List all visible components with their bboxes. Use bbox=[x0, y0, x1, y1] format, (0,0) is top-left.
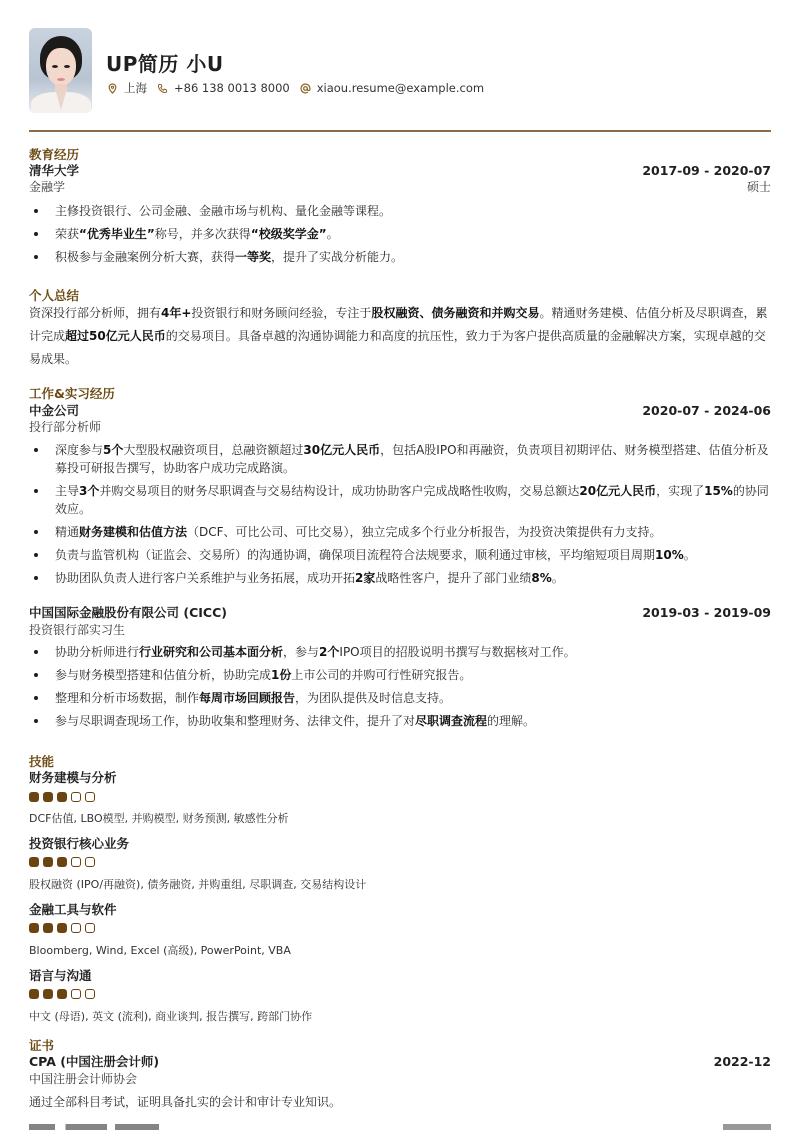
summary-text: 资深投行部分析师，拥有4年+投资银行和财务顾问经验，专注于股权融资、债务融资和并购交易。精通财务建模、估值分析及尽职调查，累计完成超过50亿元人民币的交易项目。具备卓越的沟通协调能力和高度的抗压性，致力于为客户提供高质量的金融解决方案，实现卓越的交易成果。 bbox=[29, 306, 768, 366]
list-item: 协助团队负责人进行客户关系维护与业务拓展，成功开拓2家战略性客户，提升了部门业绩8%。 bbox=[29, 569, 771, 587]
skill-description: 股权融资 (IPO/再融资), 债务融资, 并购重组, 尽职调查, 交易结构设计 bbox=[29, 878, 367, 891]
certificate-header-row-clipped bbox=[29, 1124, 771, 1130]
education-header-row bbox=[29, 161, 771, 179]
profile-photo bbox=[29, 28, 92, 113]
email-text[interactable]: xiaou.resume@example.com bbox=[316, 81, 485, 95]
section-title-experience: 工作&实习经历 bbox=[29, 386, 115, 401]
skill-rating bbox=[29, 857, 99, 867]
list-item: 主修投资银行、公司金融、金融市场与机构、量化金融等课程。 bbox=[29, 202, 771, 220]
job-dates: 2020-07 - 2024-06 bbox=[642, 403, 771, 418]
certificate-description: 通过全部科目考试，证明具备扎实的会计和审计专业知识。 bbox=[29, 1095, 342, 1109]
company-name: 中金公司 bbox=[29, 403, 80, 418]
contact-email bbox=[300, 81, 484, 95]
skill-description: Bloomberg, Wind, Excel (高级), PowerPoint, VBA bbox=[29, 944, 291, 957]
skill-name: 金融工具与软件 bbox=[29, 902, 117, 917]
certificate-name: CPA (中国注册会计师) bbox=[29, 1054, 160, 1069]
list-item: 积极参与金融案例分析大赛，获得一等奖，提升了实战分析能力。 bbox=[29, 248, 771, 266]
section-title-skills: 技能 bbox=[29, 754, 55, 769]
certificate-header-row bbox=[29, 1052, 771, 1070]
skill-rating bbox=[29, 792, 99, 802]
skill-name: 语言与沟通 bbox=[29, 968, 92, 983]
contact-location bbox=[107, 80, 147, 96]
job-header-row bbox=[29, 603, 771, 621]
skill-description: 中文 (母语), 英文 (流利), 商业谈判, 报告撰写, 跨部门协作 bbox=[29, 1010, 313, 1023]
certificate-issuer: 中国注册会计师协会 bbox=[29, 1072, 138, 1086]
phone-icon bbox=[157, 83, 168, 94]
job-header-row bbox=[29, 401, 771, 419]
list-item: 整理和分析市场数据，制作每周市场回顾报告，为团队提供及时信息支持。 bbox=[29, 689, 771, 707]
map-pin-icon bbox=[107, 83, 118, 94]
job-role: 投行部分析师 bbox=[29, 420, 102, 434]
degree: 硕士 bbox=[746, 180, 771, 194]
skill-description: DCF估值, LBO模型, 并购模型, 财务预测, 敏感性分析 bbox=[29, 812, 289, 825]
skill-rating bbox=[29, 989, 99, 999]
major: 金融学 bbox=[29, 180, 66, 194]
company-name: 中国国际金融股份有限公司 (CICC) bbox=[29, 605, 227, 620]
list-item: 协助分析师进行行业研究和公司基本面分析，参与2个IPO项目的招股说明书撰写与数据核对工作。 bbox=[29, 643, 771, 661]
list-item: 参与财务模型搭建和估值分析，协助完成1份上市公司的并购可行性研究报告。 bbox=[29, 666, 771, 684]
header-divider bbox=[29, 130, 771, 132]
contact-phone bbox=[157, 81, 290, 95]
job-bullets bbox=[29, 441, 771, 592]
list-item: 精通财务建模和估值方法（DCF、可比公司、可比交易），独立完成多个行业分析报告，为投资决策提供有力支持。 bbox=[29, 523, 771, 541]
job-bullets bbox=[29, 643, 771, 735]
candidate-name: UP简历 小U bbox=[106, 52, 224, 76]
section-title-summary: 个人总结 bbox=[29, 288, 80, 303]
education-bullets bbox=[29, 202, 771, 271]
at-sign-icon bbox=[300, 83, 311, 94]
list-item: 荣获“优秀毕业生”称号，并多次获得“校级奖学金”。 bbox=[29, 225, 771, 243]
job-role-row bbox=[29, 418, 771, 435]
location-text: 上海 bbox=[124, 81, 147, 95]
skill-name: 财务建模与分析 bbox=[29, 770, 117, 785]
education-sub-row bbox=[29, 178, 771, 195]
contact-info bbox=[107, 80, 494, 96]
certificate-issuer-row bbox=[29, 1070, 771, 1087]
job-role: 投资银行部实习生 bbox=[29, 623, 126, 637]
section-title-education: 教育经历 bbox=[29, 147, 80, 162]
phone-text: +86 138 0013 8000 bbox=[174, 81, 290, 95]
skill-rating bbox=[29, 923, 99, 933]
job-dates: 2019-03 - 2019-09 bbox=[642, 605, 771, 620]
job-role-row bbox=[29, 621, 771, 638]
education-dates: 2017-09 - 2020-07 bbox=[642, 163, 771, 178]
certificate-date: 2022-12 bbox=[713, 1054, 771, 1069]
resume-header bbox=[29, 28, 771, 114]
list-item: 深度参与5个大型股权融资项目，总融资额超过30亿元人民币，包括A股IPO和再融资，负责项目初期评估、财务模型搭建、估值分析及募投可研报告撰写，协助客户成功完成路演。 bbox=[29, 441, 771, 477]
school-name: 清华大学 bbox=[29, 163, 80, 178]
list-item: 主导3个并购交易项目的财务尽职调查与交易结构设计，成功协助客户完成战略性收购，交易总额达20亿元人民币，实现了15%的协同效应。 bbox=[29, 482, 771, 518]
list-item: 负责与监管机构（证监会、交易所）的沟通协调，确保项目流程符合法规要求，顺利通过审核，平均缩短项目周期10%。 bbox=[29, 546, 771, 564]
list-item: 参与尽职调查现场工作，协助收集和整理财务、法律文件，提升了对尽职调查流程的理解。 bbox=[29, 712, 771, 730]
section-title-certificates: 证书 bbox=[29, 1038, 55, 1053]
skill-name: 投资银行核心业务 bbox=[29, 836, 130, 851]
